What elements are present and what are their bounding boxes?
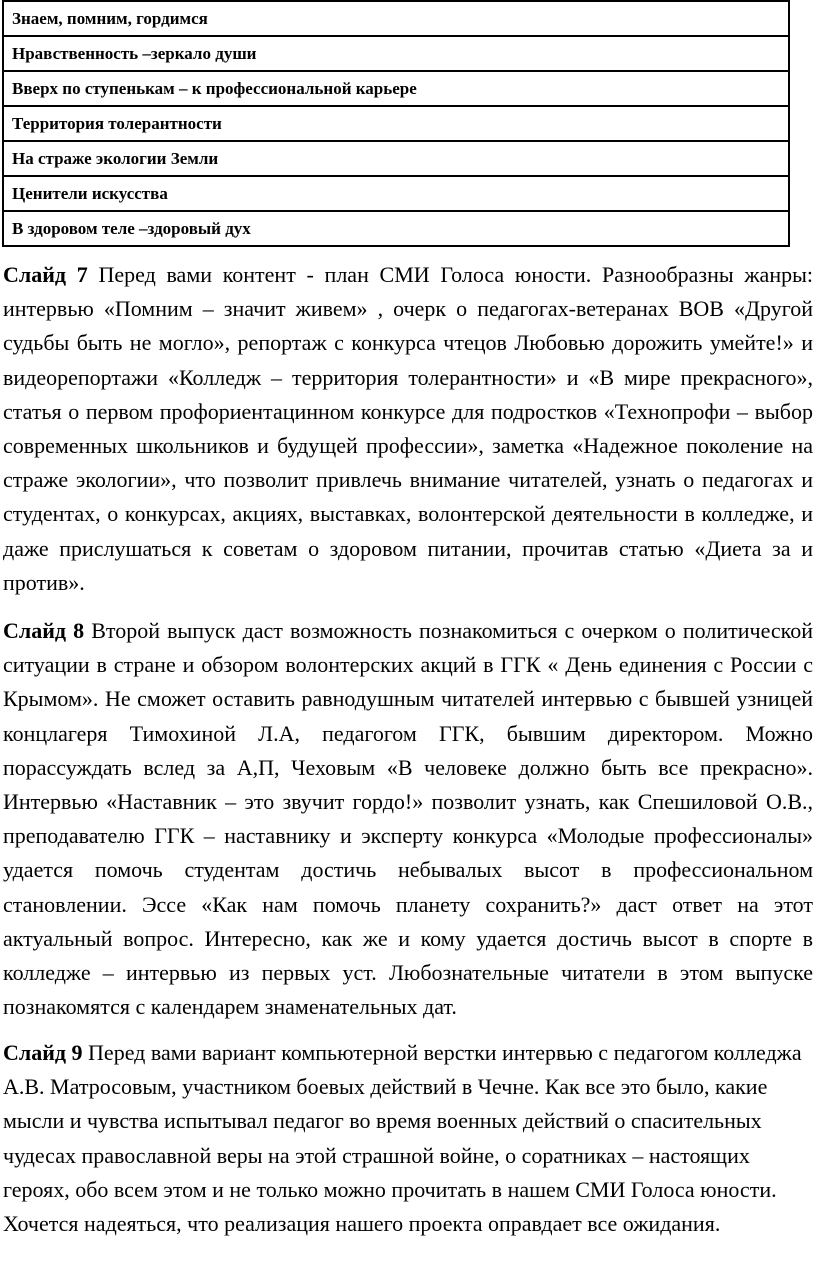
rubric-cell: Нравственность –зеркало души [3, 36, 789, 71]
rubrics-table [2, 0, 790, 247]
table-row [3, 1, 789, 36]
rubric-cell: Территория толерантности [3, 106, 789, 141]
slide-8-paragraph [3, 614, 813, 1024]
slide-7-label: Слайд 7 [3, 262, 88, 287]
slide-9-label: Слайд 9 [3, 1040, 83, 1065]
slide-9-paragraph [3, 1036, 803, 1241]
table-row [3, 106, 789, 141]
table-row [3, 36, 789, 71]
rubric-cell: В здоровом теле –здоровый дух [3, 211, 789, 246]
slide-7-paragraph [3, 258, 813, 600]
rubric-cell: Ценители искусства [3, 176, 789, 211]
table-row [3, 176, 789, 211]
slide-9-text: Перед вами вариант компьютерной верстки интервью с педагогом колледжа А.В. Матросовым, участником боевых действий в Чечне. Как все это было, какие мысли и чувства испытывал педагог во время военных действий о спасительных чудесах православной веры на этой страшной войне, о соратниках – настоящих героях, обо всем этом и не только можно прочитать в нашем СМИ Голоса юности. Хочется надеяться, что реализация нашего проекта оправдает все ожидания. [3, 1040, 802, 1237]
rubric-cell: Вверх по ступенькам – к профессиональной карьере [3, 71, 789, 106]
table-row [3, 71, 789, 106]
slide-8-label: Слайд 8 [3, 618, 85, 643]
table-row [3, 211, 789, 246]
slide-8-text: Второй выпуск даст возможность познакомиться с очерком о политической ситуации в стране и обзором волонтерских акций в ГГК « День единения с России с Крымом». Не сможет оставить равнодушным читателей интервью с бывшей узницей концлагеря Тимохиной Л.А, педагогом ГГК, бывшим директором. Можно порассуждать вслед за А,П, Чеховым «В человеке должно быть все прекрасно». Интервью «Наставник – это звучит гордо!» позволит узнать, как Спешиловой О.В., преподавателю ГГК – наставнику и эксперту конкурса «Молодые профессионалы» удается помочь студентам достичь небывалых высот в профессиональном становлении. Эссе «Как нам помочь планету сохранить?» даст ответ на этот актуальный вопрос. Интересно, как же и кому удается достичь высот в спорте в колледже – интервью из первых уст. Любознательные читатели в этом выпуске познакомятся с календарем знаменательных дат. [3, 618, 813, 1020]
table-row [3, 141, 789, 176]
rubric-cell: На страже экологии Земли [3, 141, 789, 176]
rubric-cell: Знаем, помним, гордимся [3, 1, 789, 36]
slide-7-text: Перед вами контент - план СМИ Голоса юности. Разнообразны жанры: интервью «Помним – значит живем» , очерк о педагогах-ветеранах ВОВ «Другой судьбы быть не могло», репортаж с конкурса чтецов Любовью дорожить умейте!» и видеорепортажи «Колледж – территория толерантности» и «В мире прекрасного», статья о первом профориентацинном конкурсе для подростков «Технопрофи – выбор современных школьников и будущей профессии», заметка «Надежное поколение на страже экологии», что позволит привлечь внимание читателей, узнать о педагогах и студентах, о конкурсах, акциях, выставках, волонтерской деятельности в колледже, и даже прислушаться к советам о здоровом питании, прочитав статью «Диета за и против». [3, 262, 813, 595]
